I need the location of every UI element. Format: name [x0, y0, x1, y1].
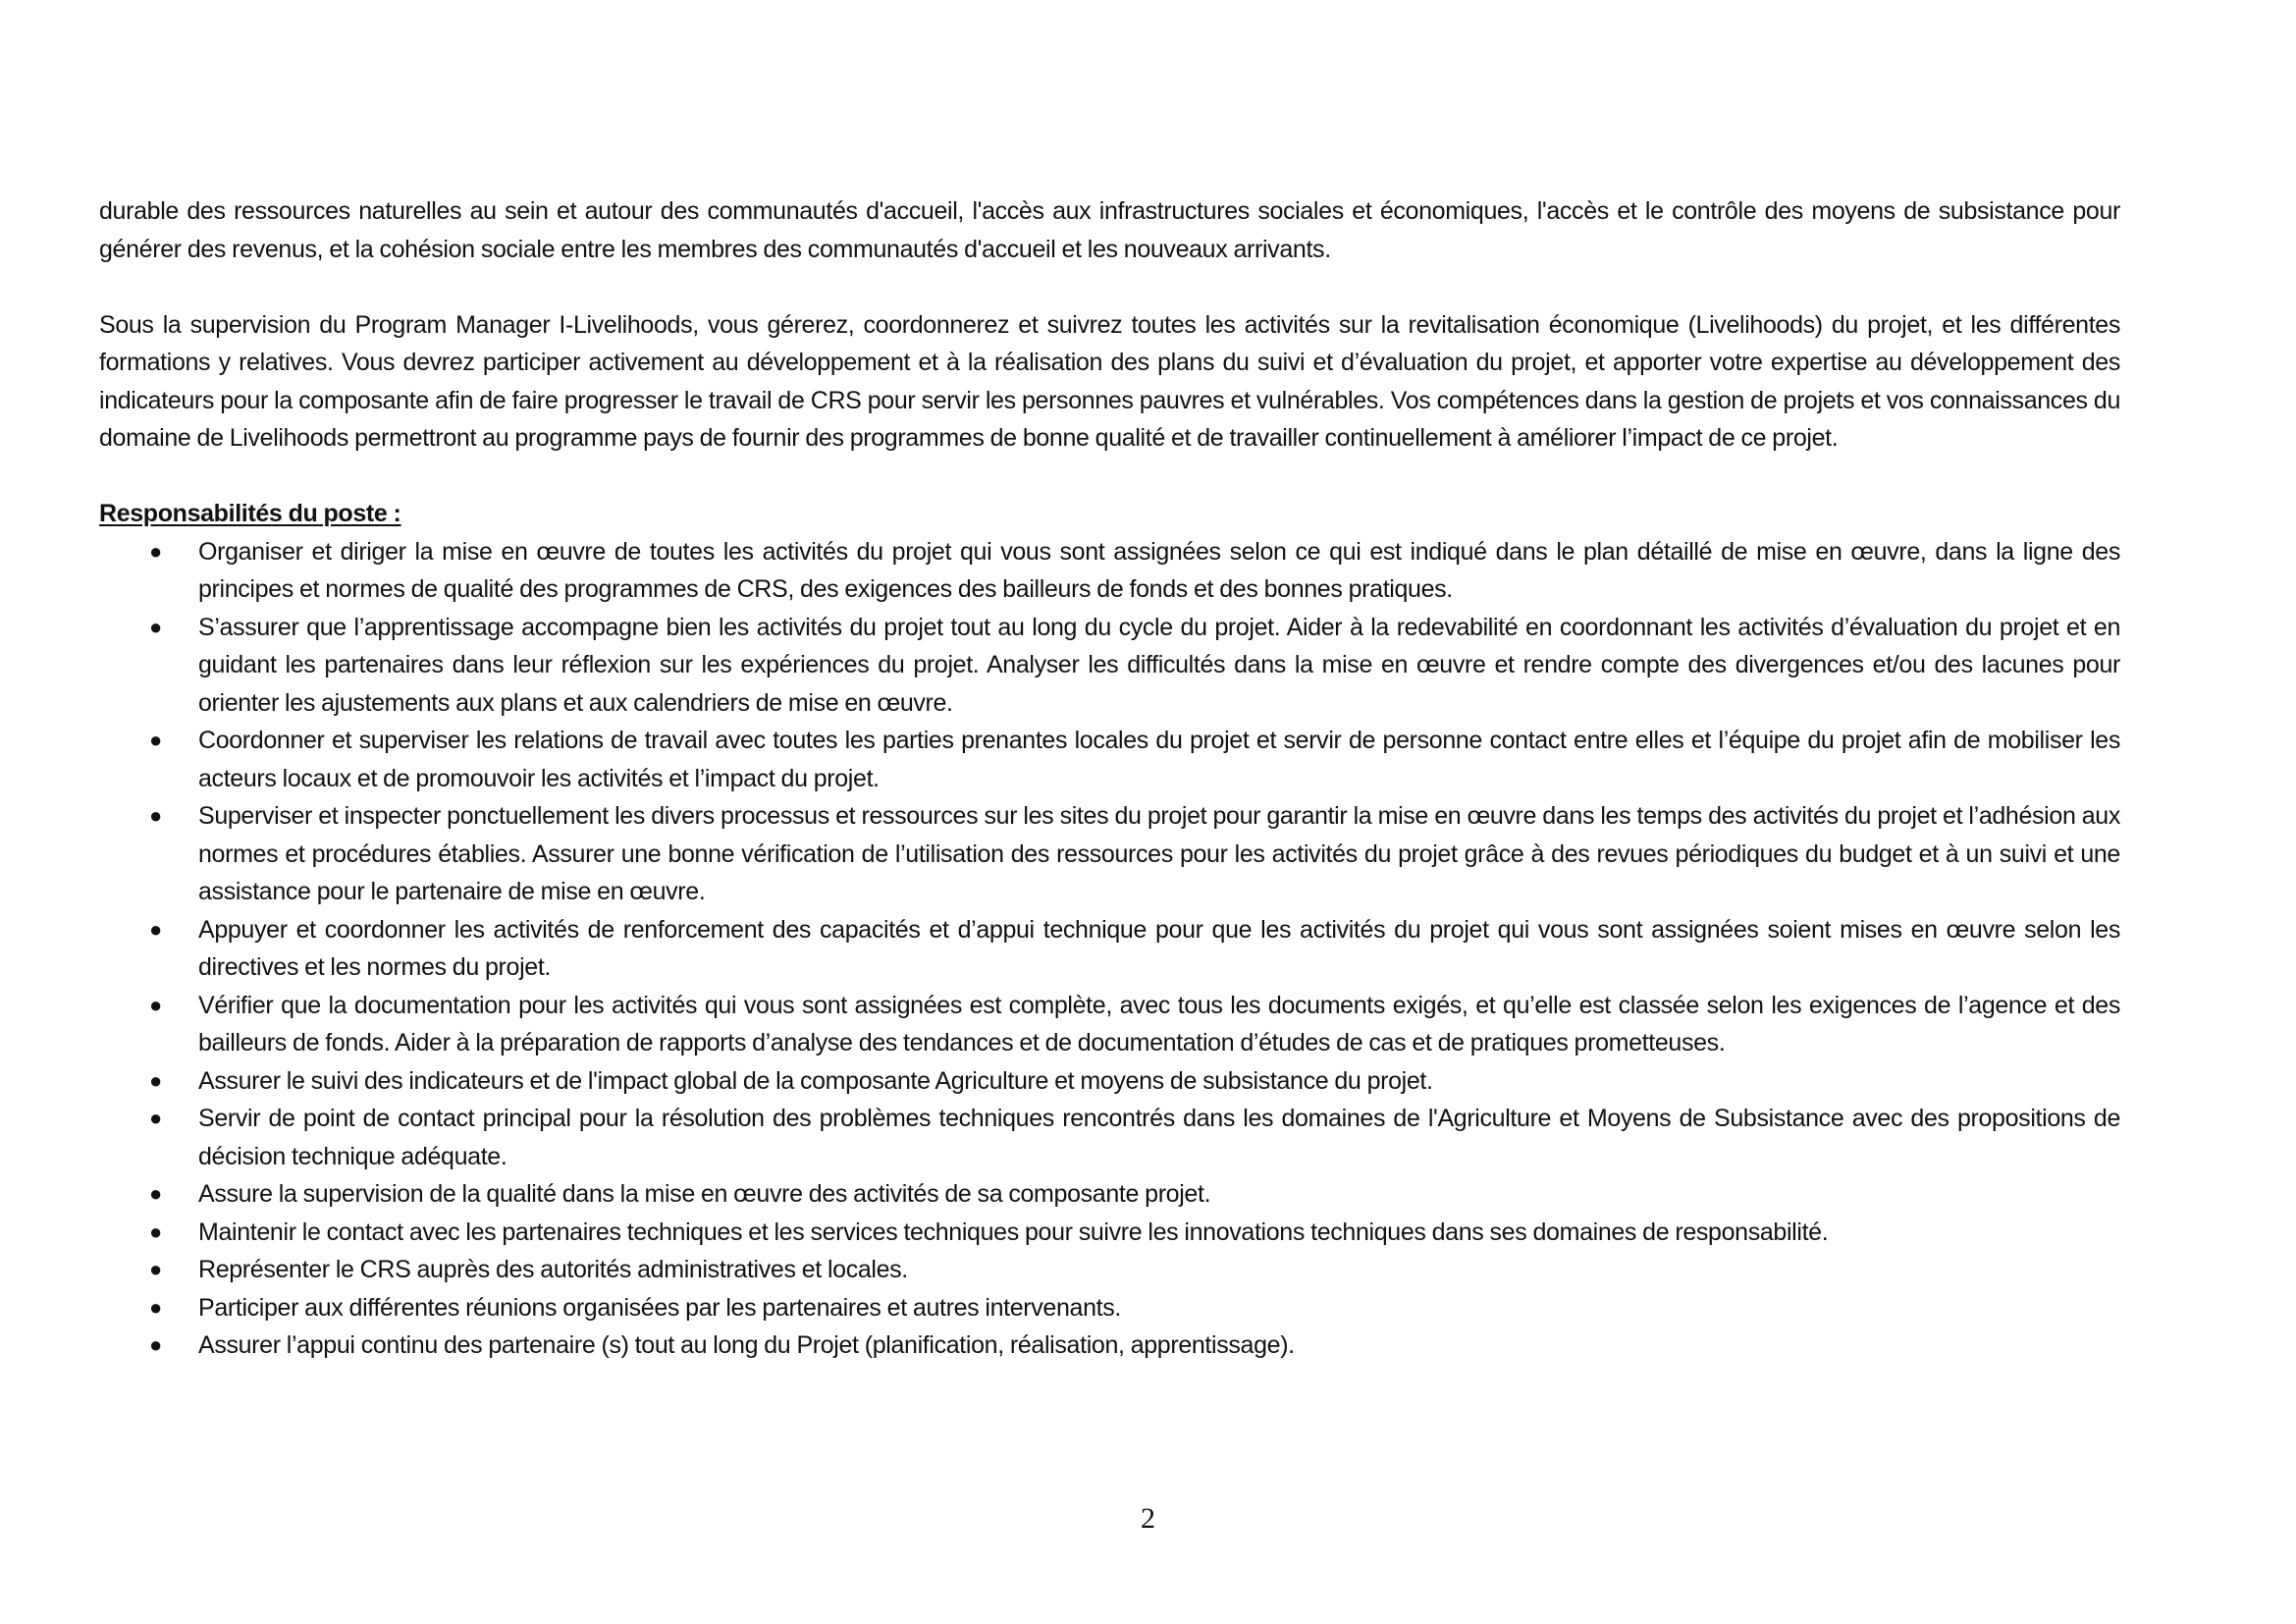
list-item: [99, 1251, 2120, 1289]
document-page: [99, 192, 2120, 1365]
bullet-icon: ●: [149, 1067, 162, 1093]
bullet-icon: ●: [149, 538, 162, 564]
bullet-icon: ●: [149, 614, 162, 639]
list-item-text: Coordonner et superviser les relations de travail avec toutes les parties prenantes locales du projet et servir de personne contact entre elles et l’équipe du projet afin de mobiliser les acteurs locaux et de promouvoir les activités et l’impact du projet.: [198, 727, 2120, 792]
supervision-paragraph: Sous la supervision du Program Manager I-Livelihoods, vous gérerez, coordonnerez et suivrez toutes les activités sur la revitalisation économique (Livelihoods) du projet, et les différentes formations y relatives. Vous devrez participer activement au développement et à la réalisation des plans du suivi et d’évaluation du projet, et apporter votre expertise au développement des indicateurs pour la composante afin de faire progresser le travail de CRS pour servir les personnes pauvres et vulnérables. Vos compétences dans la gestion de projets et vos connaissances du domaine de Livelihoods permettront au programme pays de fournir des programmes de bonne qualité et de travailler continuellement à améliorer l’impact de ce projet.: [99, 310, 2120, 452]
list-item: [99, 1214, 2120, 1252]
list-item-text: Assure la supervision de la qualité dans la mise en œuvre des activités de sa composante projet.: [198, 1180, 1211, 1208]
list-item: [99, 987, 2120, 1062]
list-item: [99, 533, 2120, 609]
list-item: [99, 911, 2120, 987]
list-item-text: Servir de point de contact principal pour la résolution des problèmes techniques rencontrés dans les domaines de l'Agriculture et Moyens de Subsistance avec des propositions de décision technique adéquate.: [198, 1105, 2120, 1170]
responsibilities-heading: Responsabilités du poste :: [99, 500, 401, 527]
bullet-icon: ●: [149, 1294, 162, 1320]
list-item-text: Superviser et inspecter ponctuellement les divers processus et ressources sur les sites du projet pour garantir la mise en œuvre dans les temps des activités du projet et l’adhésion aux normes et procédures établies. Assurer une bonne vérification de l’utilisation des ressources pour les activités du projet grâce à des revues périodiques du budget et à un suivi et une assistance pour le partenaire de mise en œuvre.: [198, 802, 2120, 905]
bullet-icon: ●: [149, 992, 162, 1017]
responsibilities-list: [99, 533, 2120, 1365]
list-item-text: Participer aux différentes réunions organisées par les partenaires et autres intervenants.: [198, 1293, 1121, 1322]
list-item: [99, 797, 2120, 911]
bullet-icon: ●: [149, 728, 162, 752]
list-item-text: Organiser et diriger la mise en œuvre de toutes les activités du projet qui vous sont assignées selon ce qui est indiqué dans le plan détaillé de mise en œuvre, dans la ligne des principes et normes de qualité des programmes de CRS, des exigences des bailleurs de fonds et des bonnes pratiques.: [198, 537, 2120, 603]
bullet-icon: ●: [149, 1257, 162, 1281]
page-number: 2: [1141, 1502, 1155, 1535]
list-item: [99, 1175, 2120, 1214]
list-item: [99, 1326, 2120, 1365]
list-item: [99, 1289, 2120, 1327]
list-item-text: S’assurer que l’apprentissage accompagne bien les activités du projet tout au long du cycle du projet. Aider à la redevabilité en coordonnant les activités d’évaluation du projet et en guidant les partenaires dans leur réflexion sur les expériences du projet. Analyser les difficultés dans la mise en œuvre et rendre compte des divergences et/ou des lacunes pour orienter les ajustements aux plans et aux calendriers de mise en œuvre.: [198, 613, 2120, 717]
list-item-text: Appuyer et coordonner les activités de renforcement des capacités et d’appui technique pour que les activités du projet qui vous sont assignées soient mises en œuvre selon les directives et les normes du projet.: [198, 915, 2120, 981]
bullet-icon: ●: [149, 1218, 162, 1244]
bullet-icon: ●: [149, 1181, 162, 1206]
list-item-text: Maintenir le contact avec les partenaires techniques et les services techniques pour suivre les innovations techniques dans ses domaines de responsabilité.: [198, 1218, 1829, 1246]
list-item-text: Assurer le suivi des indicateurs et de l'impact global de la composante Agriculture et moyens de subsistance du projet.: [198, 1066, 1433, 1095]
list-item-text: Vérifier que la documentation pour les activités qui vous sont assignées est complète, avec tous les documents exigés, et qu’elle est classée selon les exigences de l’agence et des bailleurs de fonds. Aider à la préparation de rapports d’analyse des tendances et de documentation d’études de cas et de pratiques prometteuses.: [198, 991, 2120, 1056]
intro-paragraph-continued: durable des ressources naturelles au sein et autour des communautés d'accueil, l'accès aux infrastructures sociales et économiques, l'accès et le contrôle des moyens de subsistance pour générer des revenus, et la cohésion sociale entre les membres des communautés d'accueil et les nouveaux arrivants.: [99, 197, 2120, 263]
list-item: [99, 1100, 2120, 1175]
list-item: [99, 609, 2120, 723]
list-item-text: Représenter le CRS auprès des autorités administratives et locales.: [198, 1256, 908, 1283]
bullet-icon: ●: [149, 1332, 162, 1357]
list-item-text: Assurer l’appui continu des partenaire (s) tout au long du Projet (planification, réalisation, apprentissage).: [198, 1331, 1295, 1359]
bullet-icon: ●: [149, 916, 162, 942]
bullet-icon: ●: [149, 803, 162, 828]
list-item: [99, 1062, 2120, 1101]
bullet-icon: ●: [149, 1106, 162, 1130]
list-item: [99, 722, 2120, 797]
